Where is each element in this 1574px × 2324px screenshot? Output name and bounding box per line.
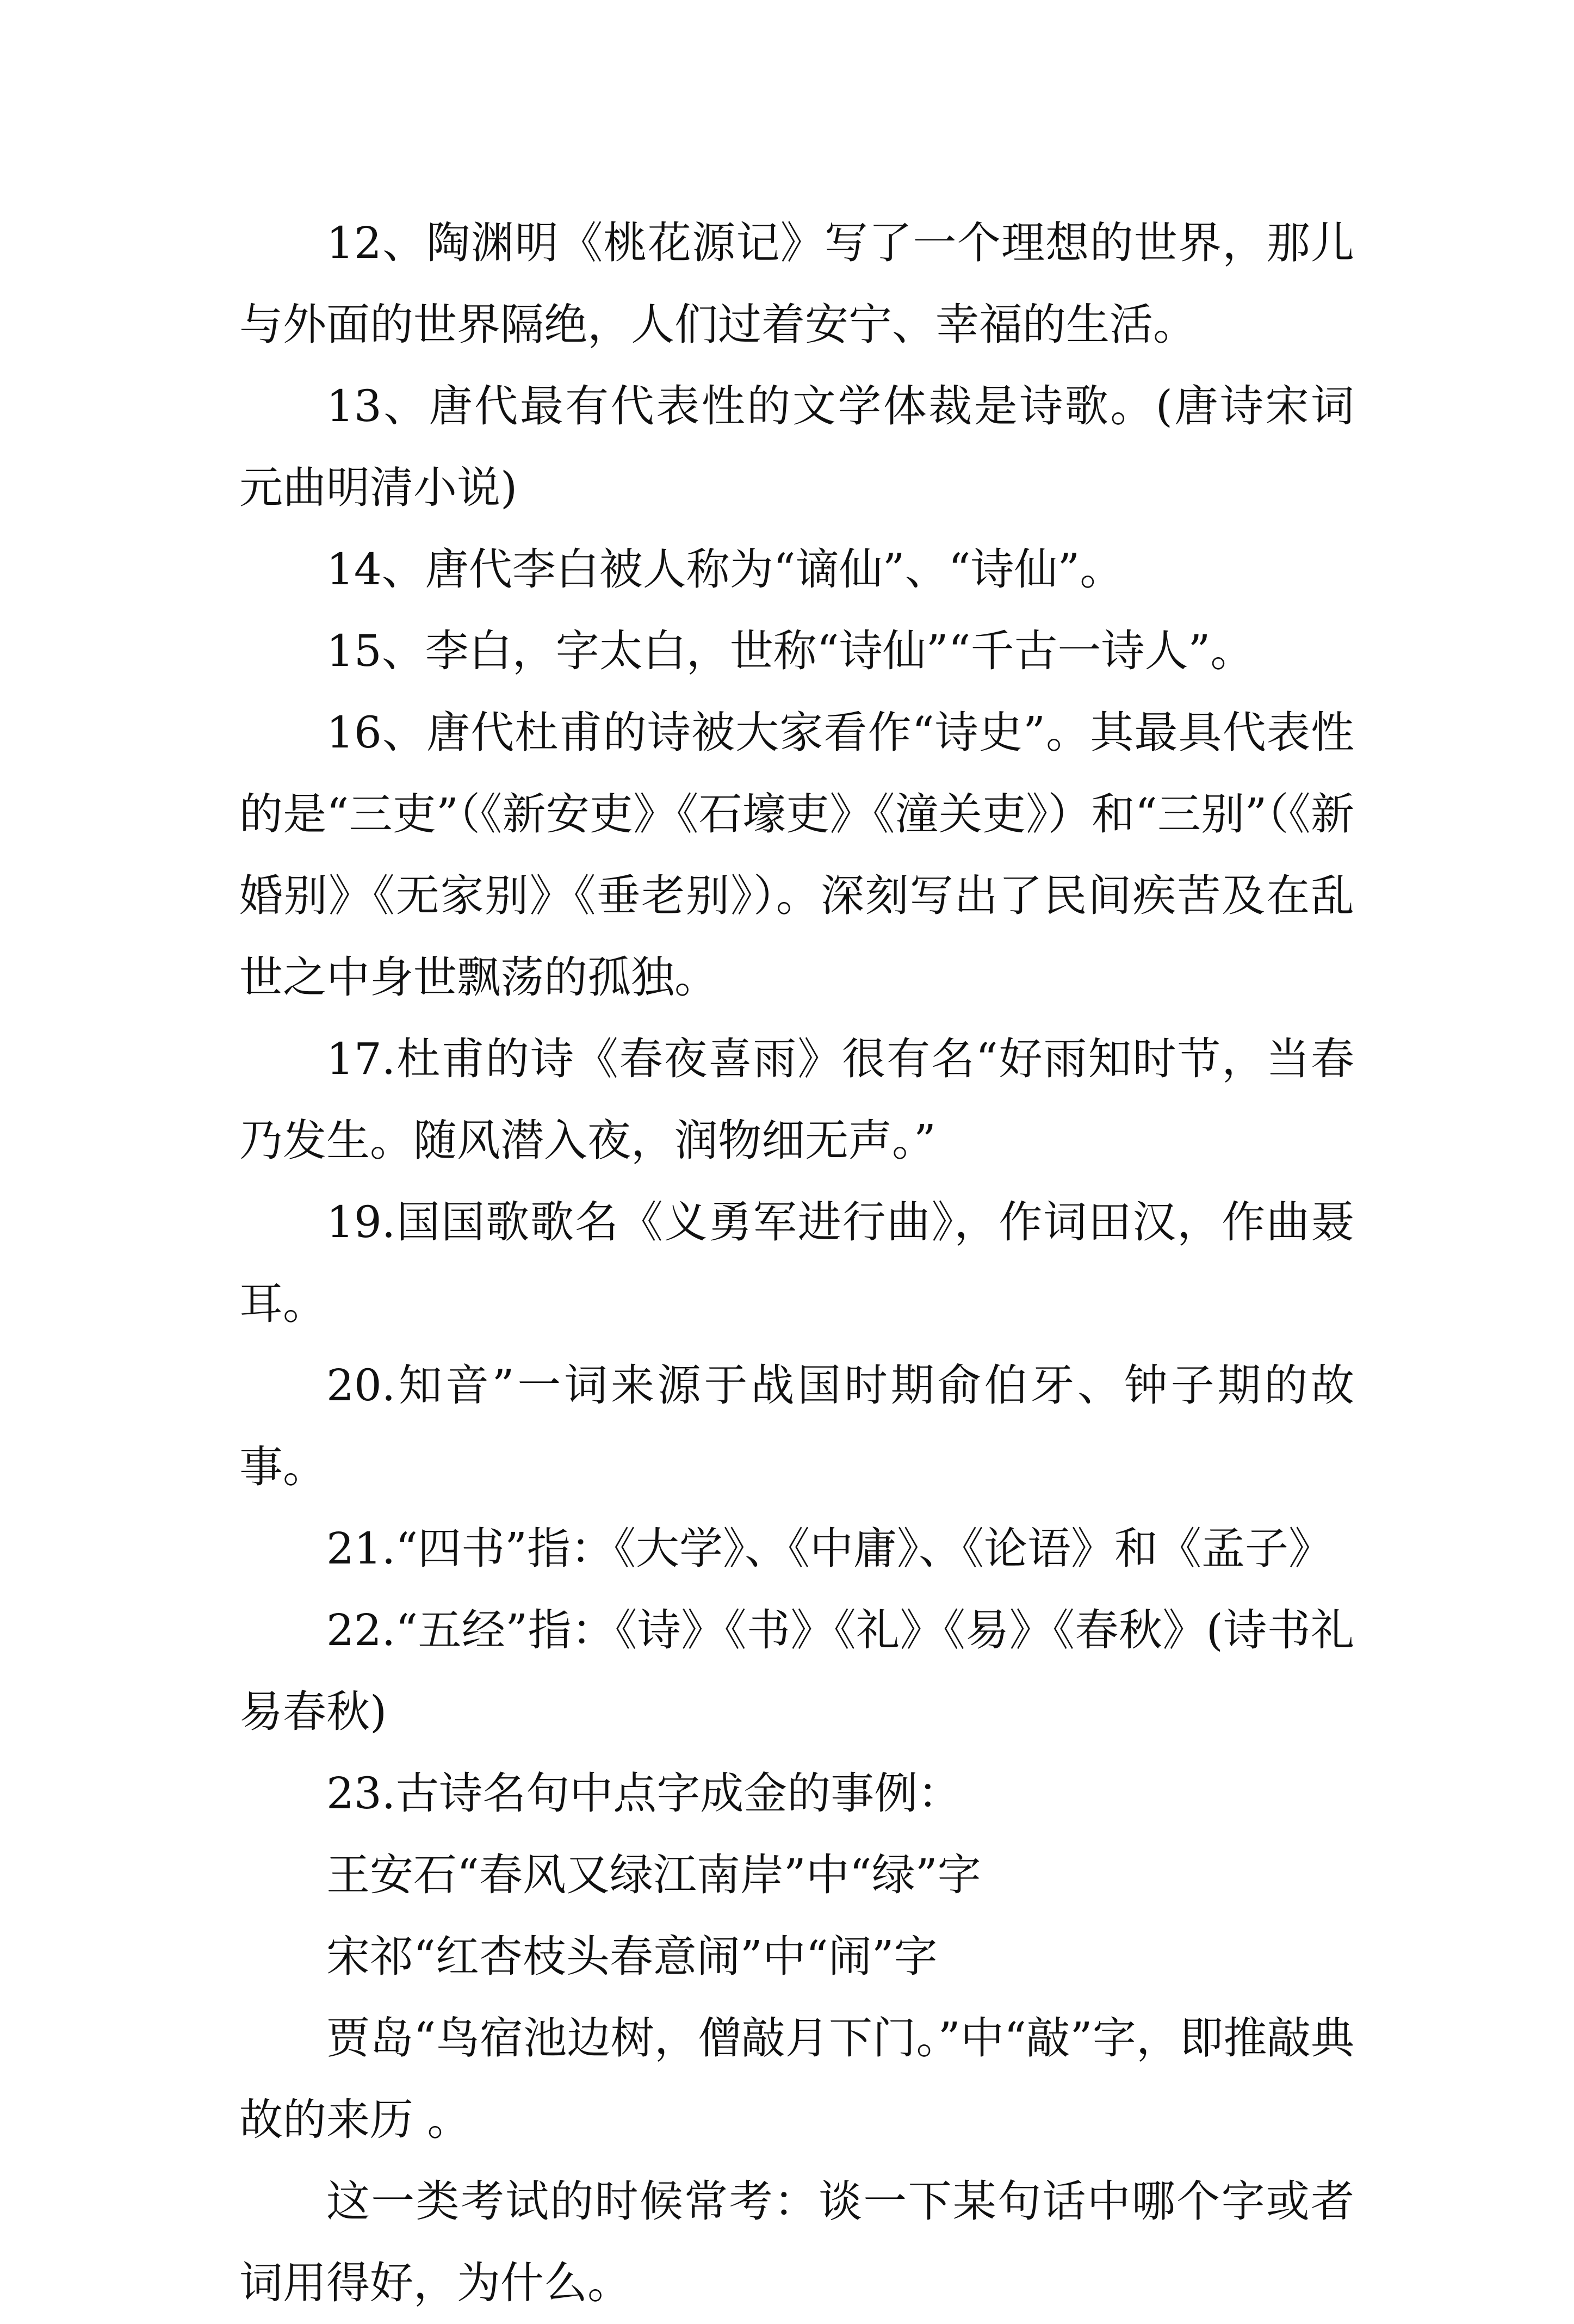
document-body (239, 202, 1354, 2324)
example-song-qi: 宋祁“红杏枝头春意闹”中“闹”字 (326, 1931, 938, 1982)
example-wang-anshi: 王安石“春风又绿江南岸”中“绿”字 (326, 1850, 981, 1900)
paragraph-16: 16、唐代杜甫的诗被大家看作“诗史”。其最具代表性的是“三吏”（《新安吏》《石壕吏》《潼关吏》）和“三别”（《新婚别》《无家别》《垂老别》）。深刻写出了民间疾苦及在乱世之中身世飘荡的孤独。 (239, 707, 1354, 1003)
paragraph-20: 20.知音”一词来源于战国时期俞伯牙、钟子期的故事。 (239, 1360, 1354, 1492)
paragraph-12: 12、陶渊明《桃花源记》写了一个理想的世界，那儿与外面的世界隔绝，人们过着安宁、幸福的生活。 (239, 218, 1354, 350)
paragraph-17: 17.杜甫的诗《春夜喜雨》很有名“好雨知时节，当春乃发生。随风潜入夜，润物细无声。” (239, 1034, 1354, 1166)
paragraph-23: 23.古诗名句中点字成金的事例： (326, 1768, 962, 1819)
paragraph-19: 19.国国歌歌名《义勇军进行曲》，作词田汉，作曲聂耳。 (239, 1197, 1354, 1329)
paragraph-22: 22.“五经”指：《诗》《书》《礼》《易》《春秋》(诗书礼易春秋) (239, 1605, 1354, 1737)
paragraph-14: 14、唐代李白被人称为“谪仙”、“诗仙”。 (326, 544, 1124, 595)
paragraph-exam-note: 这一类考试的时候常考：谈一下某句话中哪个字或者词用得好，为什么。 (239, 2176, 1354, 2308)
paragraph-15: 15、李白，字太白，世称“诗仙”“千古一诗人”。 (326, 626, 1254, 676)
example-jia-dao: 贾岛“鸟宿池边树，僧敲月下门。”中“敲”字，即推敲典故的来历 。 (239, 2013, 1354, 2145)
paragraph-13: 13、唐代最有代表性的文学体裁是诗歌。(唐诗宋词元曲明清小说) (239, 381, 1354, 513)
paragraph-21: 21.“四书”指：《大学》、《中庸》、《论语》和《孟子》 (326, 1523, 1333, 1574)
